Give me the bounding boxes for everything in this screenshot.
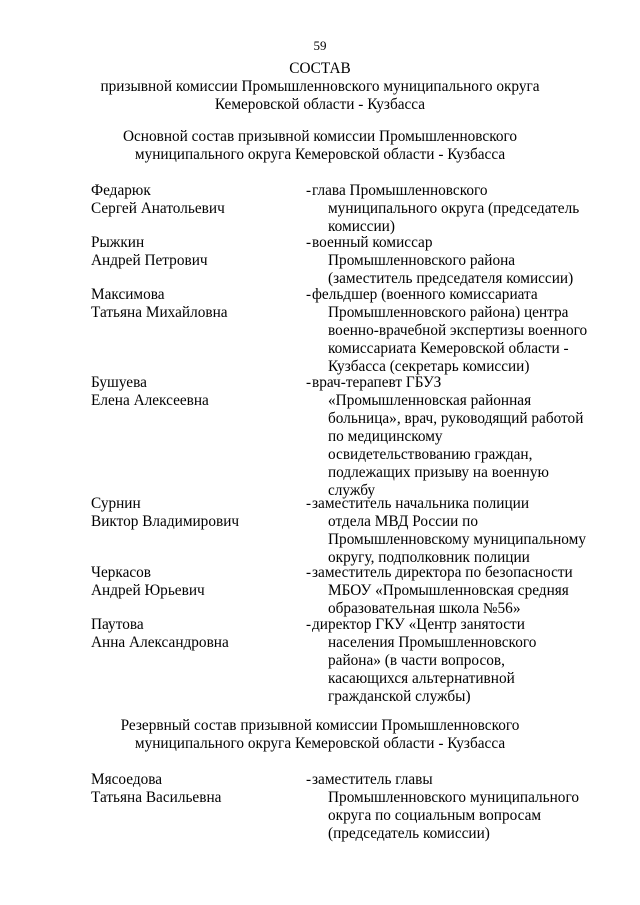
member-surname: Максимова [91,286,165,303]
role-line: комиссии) [328,218,395,235]
role-line: врач-терапевт ГБУЗ [312,374,442,391]
role-line: Промышленновского района) центра [328,304,569,321]
role-line: освидетельствованию граждан, [328,446,533,463]
role-line: «Промышленновская районная [328,392,532,409]
role-line: Промышленновского муниципального [328,789,579,806]
member-name [91,286,228,322]
role-line: Промышленновскому муниципальному [328,531,586,548]
member-surname: Федарюк [91,182,151,199]
member-name [91,495,239,531]
member-role [312,495,590,567]
role-line: (председатель комиссии) [328,825,490,842]
heading-line: Основной состав призывной комиссии Промышленновского [122,128,518,145]
document-title [0,60,640,114]
role-line: военно-врачебной экспертизы военного [328,322,588,339]
role-line: военный комиссар [312,234,433,251]
role-line: МБОУ «Промышленновская средняя [328,582,569,599]
member-given-name: Андрей Петрович [91,252,208,269]
role-line: директор ГКУ «Центр занятости [312,616,525,633]
member-surname: Паутова [91,616,144,633]
member-given-name: Татьяна Михайловна [91,304,228,321]
member-role [312,234,590,288]
member-surname: Мясоедова [91,771,163,788]
role-line: (заместитель председателя комиссии) [328,270,574,287]
role-line: гражданской службы) [328,688,471,705]
role-line: района» (в части вопросов, [328,652,505,669]
reserve-composition-heading [0,717,640,753]
role-line: округа по социальным вопросам [328,807,542,824]
title-line: призывной комиссии Промышленновского муниципального округа [100,78,540,95]
member-surname: Бушуева [91,374,147,391]
member-surname: Сурнин [91,495,141,512]
role-line: округу, подполковник полиции [328,549,530,566]
member-name [91,374,209,410]
role-line: больница», врач, руководящий работой [328,410,584,427]
role-line: подлежащих призыву на военную [328,464,549,481]
member-role [312,564,590,618]
member-name [91,234,208,270]
member-role [312,771,590,843]
member-given-name: Елена Алексеевна [91,392,209,409]
member-dash: - [306,495,312,512]
member-dash: - [306,771,312,788]
role-line: службу [328,482,376,499]
member-dash: - [306,616,312,633]
member-given-name: Татьяна Васильевна [91,789,222,806]
role-line: Промышленновского района [328,252,516,269]
member-given-name: Анна Александровна [91,634,229,651]
member-dash: - [306,234,312,251]
member-given-name: Андрей Юрьевич [91,582,205,599]
role-line: муниципального округа (председатель [328,200,580,217]
member-name [91,771,221,807]
member-given-name: Сергей Анатольевич [91,200,225,217]
member-role [312,286,590,376]
role-line: заместитель директора по безопасности [312,564,573,581]
role-line: отдела МВД России по [328,513,478,530]
member-role [312,182,590,236]
member-name [91,182,225,218]
member-name [91,564,205,600]
role-line: касающихся альтернативной [328,670,515,687]
member-given-name: Виктор Владимирович [91,513,240,530]
page-number: 59 [313,38,327,53]
main-composition-heading [0,128,640,164]
member-surname: Рыжкин [91,234,145,251]
role-line: Кузбасса (секретарь комиссии) [328,358,530,375]
heading-line: Резервный состав призывной комиссии Промышленновского [120,717,520,734]
heading-line: муниципального округа Кемеровской области - Кузбасса [134,146,506,163]
role-line: населения Промышленновского [328,634,537,651]
member-dash: - [306,182,312,199]
member-dash: - [306,374,312,391]
member-role [312,616,590,706]
role-line: заместитель главы [312,771,433,788]
title-line: Кемеровской области - Кузбасса [214,96,426,113]
role-line: заместитель начальника полиции [312,495,530,512]
member-surname: Черкасов [91,564,152,581]
role-line: по медицинскому [328,428,443,445]
member-dash: - [306,286,312,303]
heading-line: муниципального округа Кемеровской области - Кузбасса [134,735,506,752]
member-name [91,616,229,652]
role-line: комиссариата Кемеровской области - [328,340,569,357]
member-role [312,374,590,500]
title-line: СОСТАВ [289,60,351,77]
role-line: фельдшер (военного комиссариата [312,286,538,303]
member-dash: - [306,564,312,581]
role-line: образовательная школа №56» [328,600,521,617]
role-line: глава Промышленновского [312,182,488,199]
